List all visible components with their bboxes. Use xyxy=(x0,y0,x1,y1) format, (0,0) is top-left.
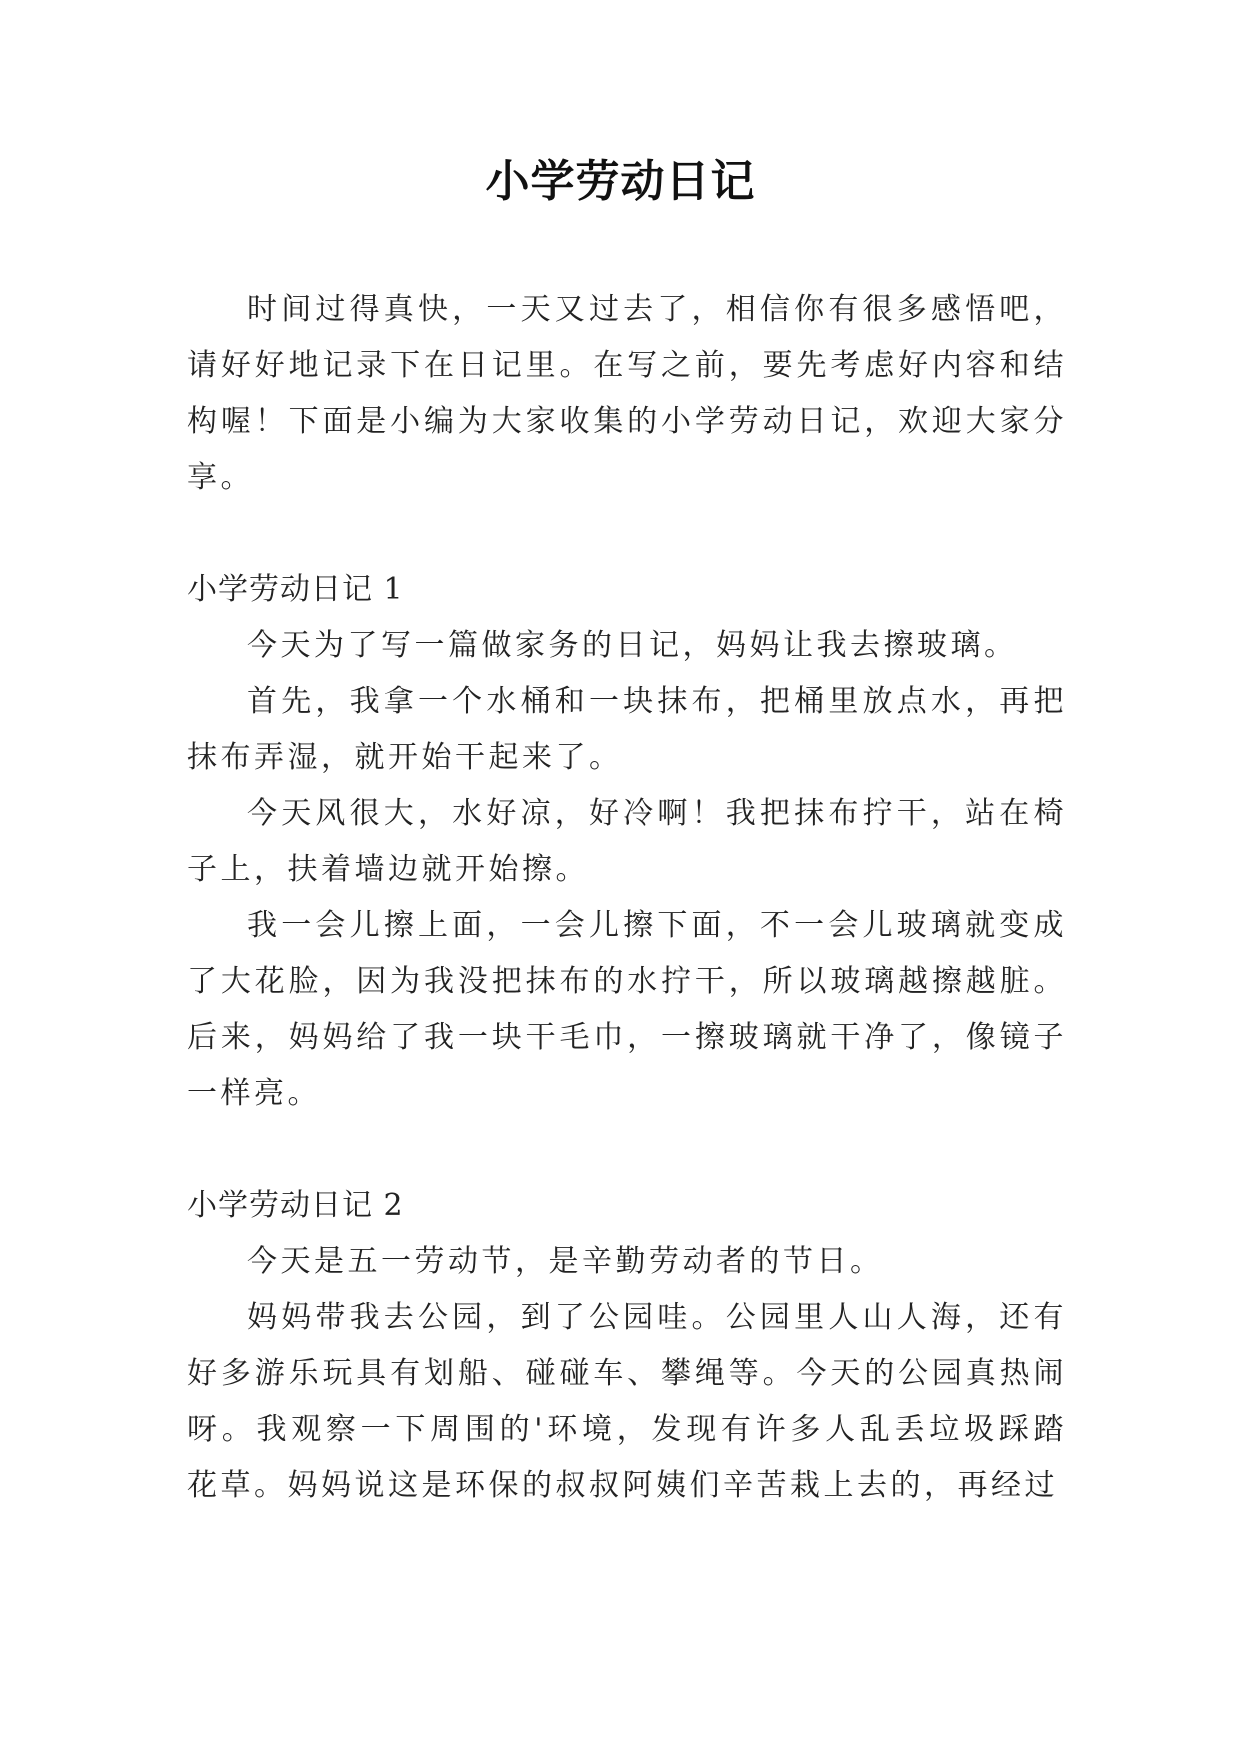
section-2-paragraph-2: 妈妈带我去公园，到了公园哇。公园里人山人海，还有好多游乐玩具有划船、碰碰车、攀绳等。今天的公园真热闹呀。我观察一下周围的'环境，发现有许多人乱丢垃圾踩踏花草。妈妈说这是环保的叔叔阿姨们辛苦栽上去的，再经过 xyxy=(187,1300,1067,1503)
section-spacer xyxy=(187,1122,1067,1178)
section-heading-1: 小学劳动日记 1 xyxy=(187,572,404,607)
section-1-paragraph-2: 首先，我拿一个水桶和一块抹布，把桶里放点水，再把抹布弄湿，就开始干起来了。 xyxy=(187,684,1067,775)
section-2-paragraph-1: 今天是五一劳动节，是辛勤劳动者的节日。 xyxy=(247,1244,884,1279)
section-heading-2: 小学劳动日记 2 xyxy=(187,1188,404,1223)
section-1-paragraph-3: 今天风很大，水好凉，好冷啊！我把抹布拧干，站在椅子上，扶着墙边就开始擦。 xyxy=(187,796,1067,887)
document-body xyxy=(187,282,1067,1514)
document-title: 小学劳动日记 xyxy=(485,156,756,207)
section-1-paragraph-4: 我一会儿擦上面，一会儿擦下面，不一会儿玻璃就变成了大花脸，因为我没把抹布的水拧干，所以玻璃越擦越脏。后来，妈妈给了我一块干毛巾，一擦玻璃就干净了，像镜子一样亮。 xyxy=(187,908,1067,1111)
section-1-paragraph-1: 今天为了写一篇做家务的日记，妈妈让我去擦玻璃。 xyxy=(247,628,1018,663)
section-spacer xyxy=(187,506,1067,562)
intro-paragraph: 时间过得真快，一天又过去了，相信你有很多感悟吧，请好好地记录下在日记里。在写之前，要先考虑好内容和结构喔！下面是小编为大家收集的小学劳动日记，欢迎大家分享。 xyxy=(187,292,1067,495)
